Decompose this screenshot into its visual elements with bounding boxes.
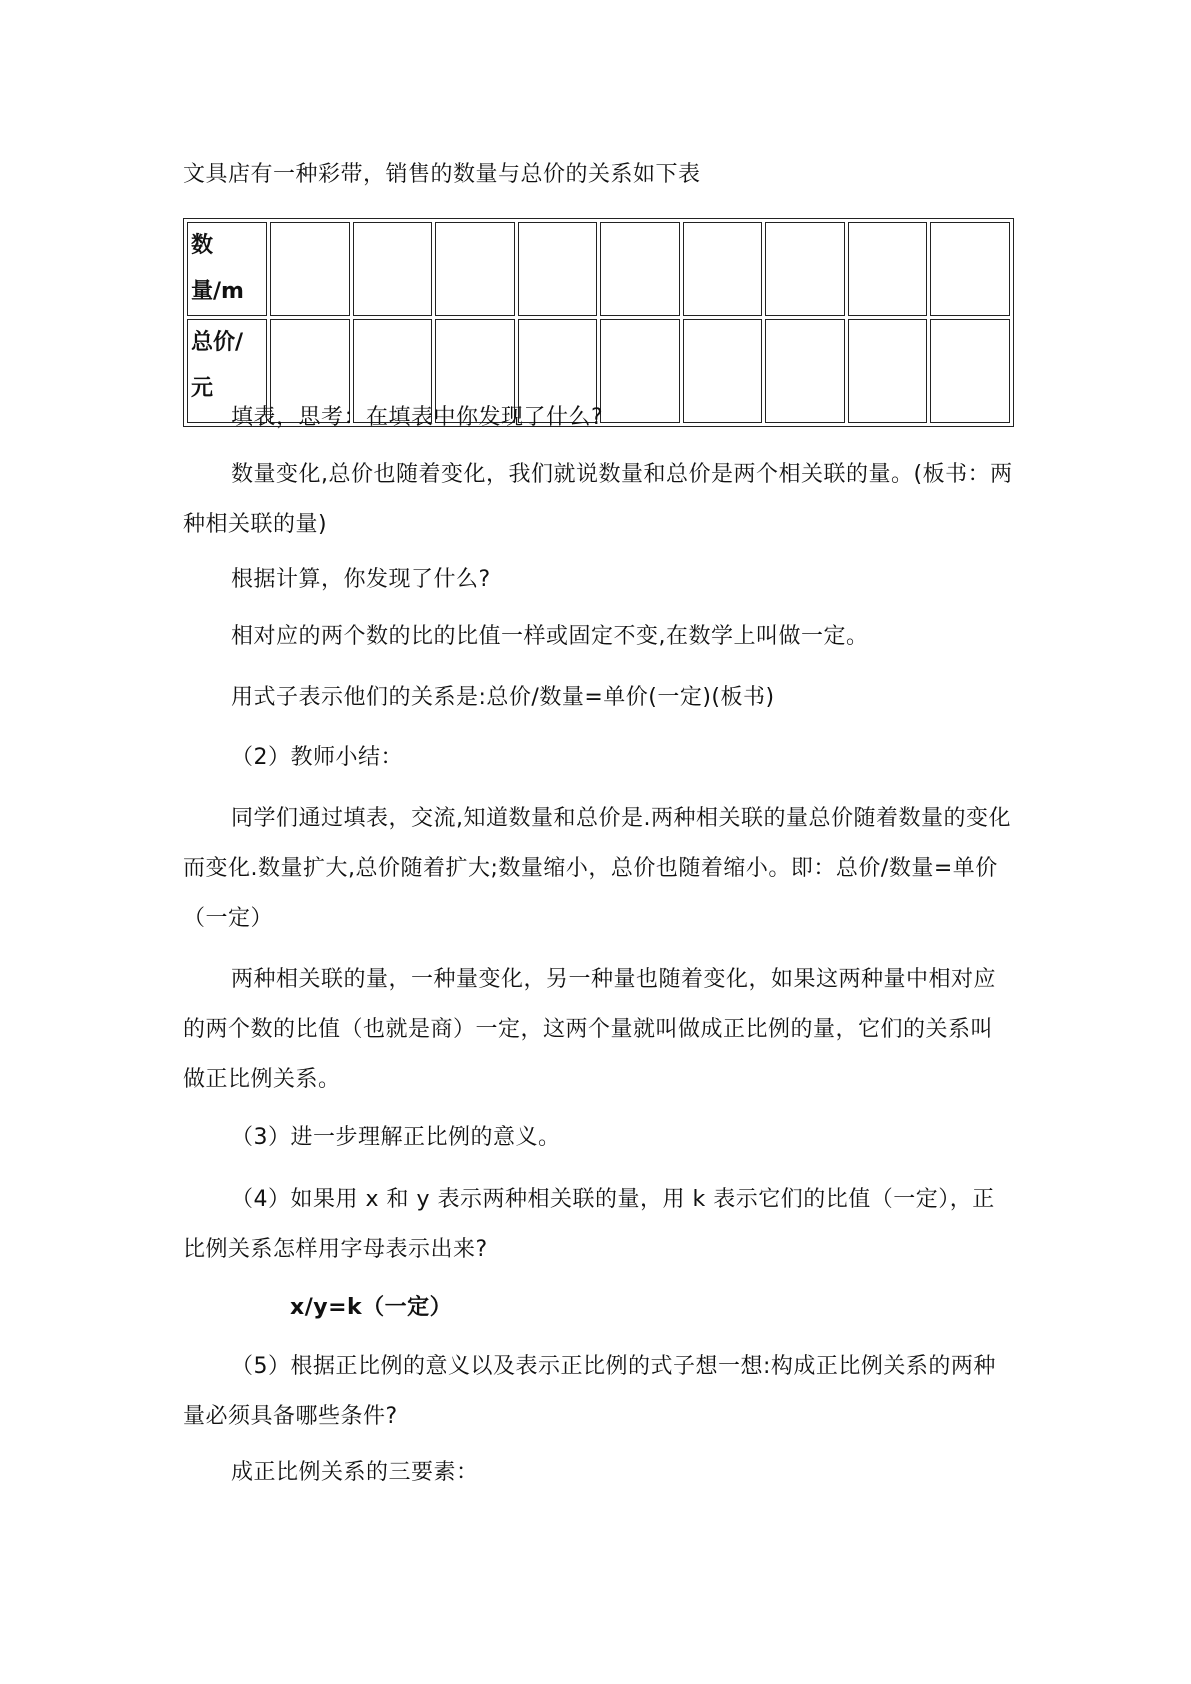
row-label-total-price: 总价/元 xyxy=(187,319,267,423)
table-cell xyxy=(600,222,680,316)
table-cell xyxy=(765,222,845,316)
table-cell xyxy=(435,222,515,316)
table-row-quantity xyxy=(187,222,1010,316)
paragraph: （4）如果用 x 和 y 表示两种相关联的量，用 k 表示它们的比值（一定），正比例关系怎样用字母表示出来? xyxy=(183,1187,995,1262)
paragraph: 根据计算，你发现了什么? xyxy=(231,567,491,592)
paragraph: 相对应的两个数的比的比值一样或固定不变,在数学上叫做一定。 xyxy=(231,624,869,649)
paragraph: 成正比例关系的三要素： xyxy=(231,1460,479,1485)
paragraph: 填表，思考：在填表中你发现了什么? xyxy=(231,405,604,430)
paragraph: 两种相关联的量，一种量变化，另一种量也随着变化，如果这两种量中相对应的两个数的比值（也就是商）一定，这两个量就叫做成正比例的量，它们的关系叫做正比例关系。 xyxy=(183,967,997,1092)
table-cell xyxy=(353,222,433,316)
row-label-quantity: 数量/m xyxy=(187,222,267,316)
section-heading: （3）进一步理解正比例的意义。 xyxy=(231,1125,561,1150)
section-heading: （2）教师小结： xyxy=(231,745,403,770)
intro-text: 文具店有一种彩带，销售的数量与总价的关系如下表 xyxy=(183,162,701,187)
table-cell xyxy=(930,222,1010,316)
paragraph: （5）根据正比例的意义以及表示正比例的式子想一想:构成正比例关系的两种量必须具备哪些条件? xyxy=(183,1354,996,1429)
table-cell xyxy=(848,222,928,316)
table-cell xyxy=(270,222,350,316)
table-cell xyxy=(683,222,763,316)
formula: x/y=k（一定） xyxy=(290,1295,453,1320)
table-cell xyxy=(518,222,598,316)
paragraph: 用式子表示他们的关系是:总价/数量=单价(一定)(板书) xyxy=(231,685,775,710)
paragraph: 数量变化,总价也随着变化，我们就说数量和总价是两个相关联的量。(板书：两种相关联的量) xyxy=(183,462,1013,537)
paragraph: 同学们通过填表，交流,知道数量和总价是.两种相关联的量总价随着数量的变化而变化.数量扩大,总价随着扩大;数量缩小，总价也随着缩小。即：总价/数量=单价（一定） xyxy=(183,806,1011,931)
